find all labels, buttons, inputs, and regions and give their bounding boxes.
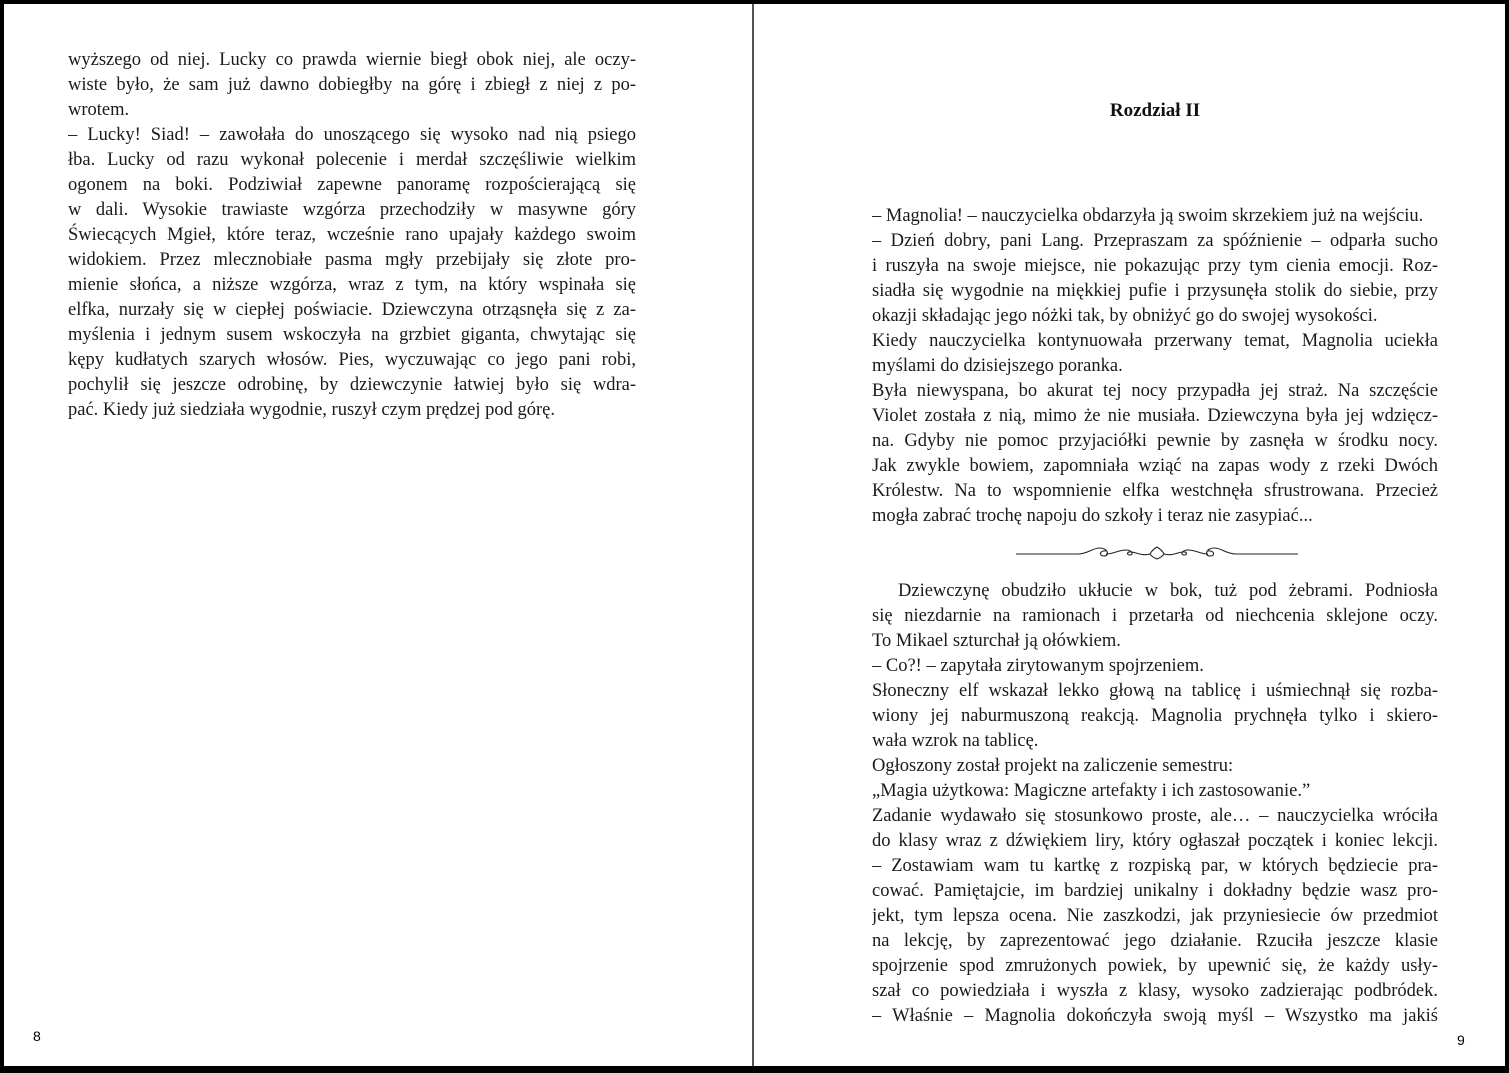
page-number: 8 <box>33 1028 41 1044</box>
text-line: pać. Kiedy już siedziała wygodnie, ruszył czym prędzej pod górę. <box>68 400 555 420</box>
section-two-body <box>872 579 1438 1029</box>
text-line: Dziewczynę obudziło ukłucie w bok, tuż pod żebrami. Podniosła <box>898 581 1438 601</box>
text-line: wiste było, że sam już dawno dobiegłby na górę i zbiegł z niej z po- <box>68 75 636 95</box>
text-line: się niezdarnie na ramionach i przetarła od niechcenia sklejone oczy. <box>872 606 1438 626</box>
text-line: kępy kudłatych szarych włosów. Pies, wyczuwając co jego pani robi, <box>68 350 636 370</box>
text-line: siadła się wygodnie na miękkiej pufie i przysunęła stolik do siebie, przy <box>872 281 1438 301</box>
left-page-body <box>68 48 636 423</box>
text-line: wała wzrok na tablicę. <box>872 731 1039 751</box>
text-line: „Magia użytkowa: Magiczne artefakty i ich zastosowanie.” <box>872 781 1311 801</box>
text-line: mienie słońca, a niższe wzgórza, wraz z tym, na który wspinała się <box>68 275 636 295</box>
chapter-title: Rozdział II <box>1109 100 1201 121</box>
right-page <box>754 4 1505 1066</box>
text-line: okazji składając jego nóżki tak, by obniżyć go do swojej wysokości. <box>872 306 1378 326</box>
text-line: Zadanie wydawało się stosunkowo proste, ale… – nauczycielka wróciła <box>872 806 1438 826</box>
text-line: – Magnolia! – nauczycielka obdarzyła ją swoim skrzekiem już na wejściu. <box>872 206 1424 226</box>
left-page <box>4 4 752 1066</box>
text-line: – Dzień dobry, pani Lang. Przepraszam za spóźnienie – odparła sucho <box>872 231 1438 251</box>
text-line: Świecących Mgieł, które teraz, wcześnie rano upajały każdego swoim <box>68 225 636 245</box>
text-line: wiony jej naburmuszoną reakcją. Magnolia prychnęła tylko i skiero- <box>872 706 1438 726</box>
text-line: ogonem na boki. Podziwiał zapewne panoramę rozpościerającą się <box>68 175 636 195</box>
text-line: – Co?! – zapytała zirytowanym spojrzeniem. <box>872 656 1204 676</box>
text-line: To Mikael szturchał ją ołówkiem. <box>872 631 1121 651</box>
text-line: Ogłoszony został projekt na zaliczenie semestru: <box>872 756 1234 776</box>
text-line: – Właśnie – Magnolia dokończyła swoją myśl – Wszystko ma jakiś <box>872 1006 1438 1026</box>
text-line: spojrzenie spod zmrużonych powiek, by upewnić się, że każdy usły- <box>872 956 1438 976</box>
text-line: Była niewyspana, bo akurat tej nocy przypadła jej straż. Na szczęście <box>872 381 1438 401</box>
text-line: – Zostawiam wam tu kartkę z rozpiską par, w których będziecie pra- <box>872 856 1438 876</box>
text-line: jekt, tym lepsza ocena. Nie zaszkodzi, jak przyniesiecie ów przedmiot <box>872 906 1438 926</box>
text-line: Słoneczny elf wskazał lekko głową na tablicę i uśmiechnął się rozba- <box>872 681 1438 701</box>
text-line: Królestw. Na to wspomnienie elfka westchnęła sfrustrowana. Przecież <box>872 481 1438 501</box>
text-line: i ruszyła na swoje miejsce, nie pokazując przy tym cienia emocji. Roz- <box>872 256 1438 276</box>
book-spread <box>4 4 1505 1066</box>
text-line: na lekcję, by zaprezentować jego działanie. Rzuciła jeszcze klasie <box>872 931 1438 951</box>
text-line: mogła zabrać trochę napoju do szkoły i teraz nie zasypiać... <box>872 506 1313 526</box>
text-line: myślami do dzisiejszego poranka. <box>872 356 1123 376</box>
text-line: widokiem. Przez mlecznobiałe pasma mgły przebijały się złote pro- <box>68 250 636 270</box>
text-line: – Lucky! Siad! – zawołała do unoszącego się wysoko nad nią psiego <box>68 125 636 145</box>
page-number: 9 <box>1457 1032 1465 1048</box>
text-line: szał co powiedziała i wyszła z klasy, wysoko zadzierając podbródek. <box>872 981 1438 1001</box>
text-line: wyższego od niej. Lucky co prawda wiernie biegł obok niej, ale oczy- <box>68 50 636 70</box>
flourish-divider-icon <box>1016 542 1298 562</box>
text-line: Kiedy nauczycielka kontynuowała przerwany temat, Magnolia uciekła <box>872 331 1438 351</box>
text-line: do klasy wraz z dźwiękiem liry, który ogłaszał początek i koniec lekcji. <box>872 831 1438 851</box>
text-line: pochylił się jeszcze odrobinę, by dziewczynie łatwiej było się wdra- <box>68 375 636 395</box>
text-line: łba. Lucky od razu wykonał polecenie i merdał szczęśliwie wielkim <box>68 150 636 170</box>
text-line: cować. Pamiętajcie, im bardziej unikalny i dokładny będzie wasz pro- <box>872 881 1438 901</box>
text-line: Jak zwykle bowiem, zapomniała wziąć na zapas wody z rzeki Dwóch <box>872 456 1438 476</box>
text-line: elfka, nurzały się w ciepłej poświacie. Dziewczyna otrząsnęła się z za- <box>68 300 636 320</box>
text-line: w dali. Wysokie trawiaste wzgórza przechodziły w masywne góry <box>68 200 636 220</box>
text-line: myślenia i jednym susem wskoczyła na grzbiet giganta, chwytając się <box>68 325 636 345</box>
text-line: wrotem. <box>68 100 130 120</box>
section-one-body <box>872 204 1438 529</box>
text-line: Violet została z nią, mimo że nie musiała. Dziewczyna była jej wdzięcz- <box>872 406 1438 426</box>
text-line: na. Gdyby nie pomoc przyjaciółki pewnie by zasnęła w środku nocy. <box>872 431 1438 451</box>
